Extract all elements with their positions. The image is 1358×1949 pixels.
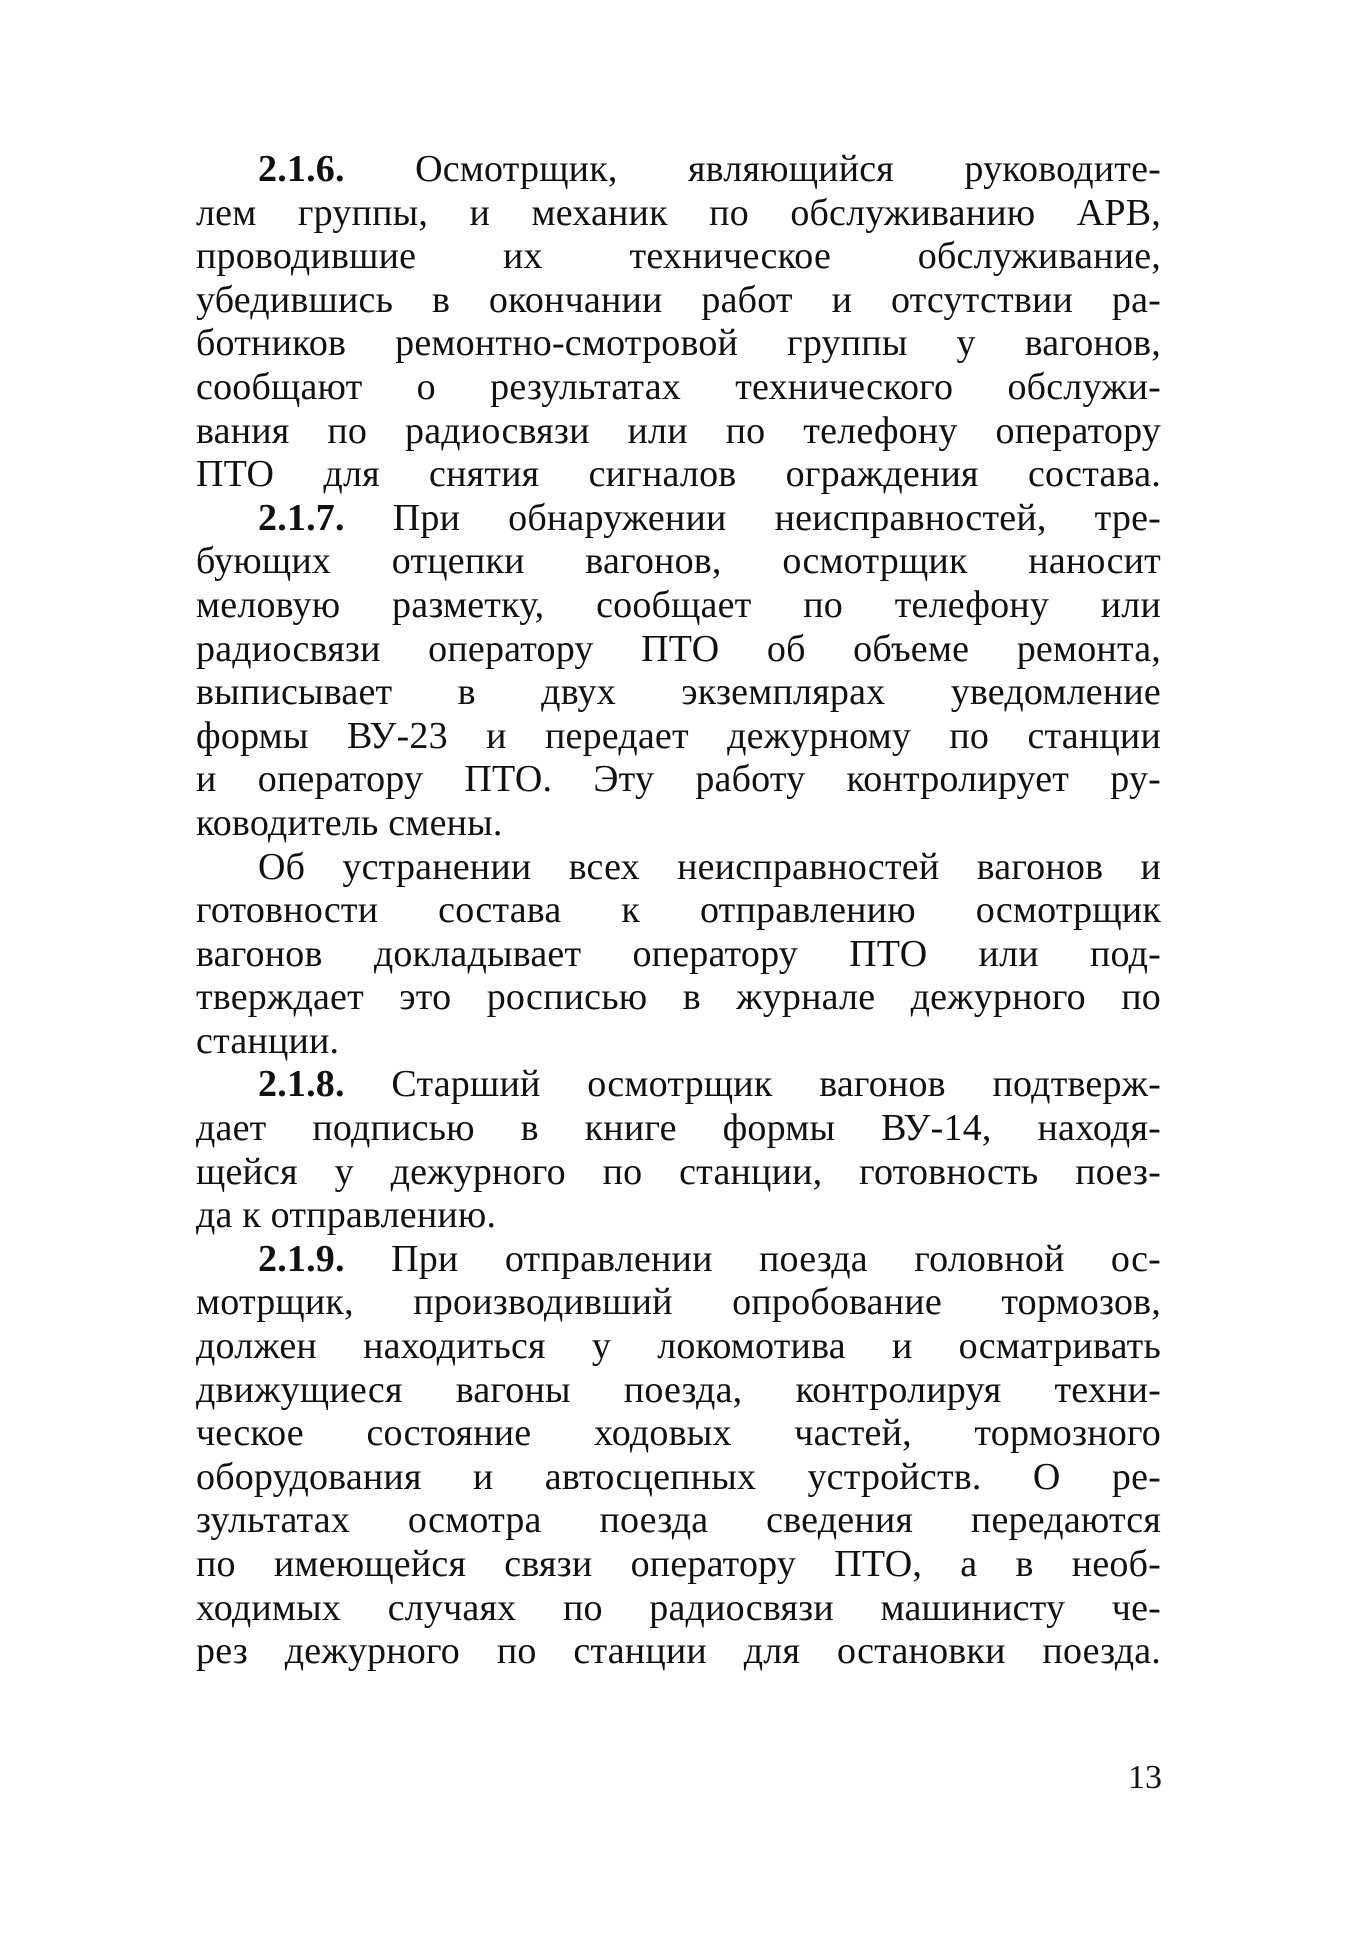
text-line: ческое состояние ходовых частей, тормозного xyxy=(196,1412,1161,1455)
text-line: тверждает это росписью в журнале дежурного по xyxy=(196,976,1161,1019)
text-line: убедившись в окончании работ и отсутствии ра- xyxy=(196,278,1161,321)
text-line: рез дежурного по станции для остановки поезда. xyxy=(196,1630,1161,1673)
text-line: ходимых случаях по радиосвязи машинисту че- xyxy=(196,1586,1161,1629)
text-line: 2.1.7. При обнаружении неисправностей, тре- xyxy=(258,496,1161,539)
section-number: 2.1.9. xyxy=(258,1237,345,1280)
body-text xyxy=(196,148,1161,1674)
text-line: бующих отцепки вагонов, осмотрщик наносит xyxy=(196,540,1161,583)
text-line: ПТО для снятия сигналов ограждения состава. xyxy=(196,453,1161,496)
text-line: 2.1.9. При отправлении поезда головной ос- xyxy=(258,1237,1161,1280)
text-line: по имеющейся связи оператору ПТО, а в необ- xyxy=(196,1543,1161,1585)
text-line: станции. xyxy=(196,1019,340,1062)
page-number: 13 xyxy=(1128,1759,1162,1796)
text-line: выписывает в двух экземплярах уведомление xyxy=(196,671,1161,714)
text-line: меловую разметку, сообщает по телефону или xyxy=(196,583,1161,626)
text-line: да к отправлению. xyxy=(196,1194,497,1237)
text-line: должен находиться у локомотива и осматривать xyxy=(196,1325,1161,1368)
text-line: оборудования и автосцепных устройств. О ре- xyxy=(196,1455,1161,1498)
text-line: вания по радиосвязи или по телефону оператору xyxy=(196,409,1161,452)
text-line: движущиеся вагоны поезда, контролируя техни- xyxy=(196,1368,1161,1411)
text-line: проводившие их техническое обслуживание, xyxy=(196,235,1161,278)
text-line: мотрщик, производивший опробование тормозов, xyxy=(196,1281,1161,1324)
text-line: щейся у дежурного по станции, готовность поез- xyxy=(196,1150,1161,1193)
section-number: 2.1.8. xyxy=(258,1063,345,1106)
text-line: радиосвязи оператору ПТО об объеме ремонта, xyxy=(196,627,1161,670)
text-line: Об устранении всех неисправностей вагонов и xyxy=(258,845,1161,888)
section-number: 2.1.6. xyxy=(258,148,345,190)
text-line: 2.1.8. Старший осмотрщик вагонов подтверж- xyxy=(258,1063,1161,1106)
text-line: дает подписью в книге формы ВУ-14, находя- xyxy=(196,1107,1161,1150)
text-line: 2.1.6. Осмотрщик, являющийся руководите- xyxy=(258,148,1161,190)
text-line: формы ВУ-23 и передает дежурному по станции xyxy=(196,714,1161,757)
text-line: ководитель смены. xyxy=(196,801,503,844)
text-line: лем группы, и механик по обслуживанию АРВ, xyxy=(196,191,1161,234)
text-line: сообщают о результатах технического обслужи- xyxy=(196,365,1161,408)
text-line: и оператору ПТО. Эту работу контролирует ру- xyxy=(196,758,1161,801)
text-line: ботников ремонтно-смотровой группы у вагонов, xyxy=(196,322,1161,365)
text-line: вагонов докладывает оператору ПТО или под- xyxy=(196,932,1161,975)
text-line: готовности состава к отправлению осмотрщик xyxy=(196,889,1161,932)
section-number: 2.1.7. xyxy=(258,496,345,539)
text-line: зультатах осмотра поезда сведения передаются xyxy=(196,1499,1161,1542)
